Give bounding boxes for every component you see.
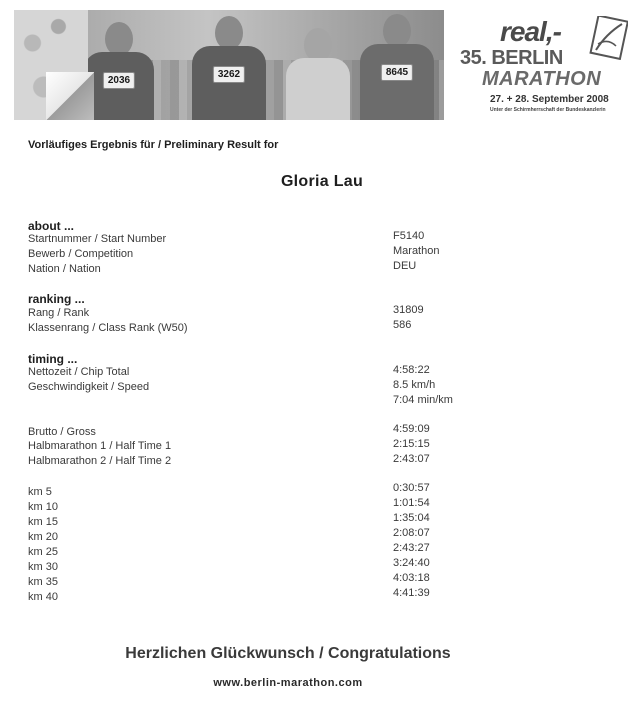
runner-figure (84, 22, 154, 120)
split-value: 0:30:57 (393, 482, 430, 494)
timing-heading: timing ... (28, 352, 78, 366)
split-value: 1:35:04 (393, 512, 430, 524)
chip-total-label: Nettozeit / Chip Total (28, 366, 130, 378)
pace-value: 7:04 min/km (393, 394, 453, 406)
split-value: 4:41:39 (393, 587, 430, 599)
logo-mark-icon (588, 16, 628, 60)
gross-value: 4:59:09 (393, 423, 430, 435)
bib-number: 2036 (103, 72, 135, 89)
split-value: 2:43:27 (393, 542, 430, 554)
split-label: km 5 (28, 486, 52, 498)
logo-brand: real,- (500, 16, 561, 47)
split-label: km 25 (28, 546, 58, 558)
event-dates: 27. + 28. September 2008 (490, 94, 609, 105)
split-label: km 35 (28, 576, 58, 588)
class-rank-value: 586 (393, 319, 412, 331)
page-curl-graphic (14, 10, 88, 120)
congratulations-text: Herzlichen Glückwunsch / Congratulations (125, 645, 451, 662)
start-number-label: Startnummer / Start Number (28, 233, 167, 245)
bib-number: 3262 (213, 66, 245, 83)
split-label: km 20 (28, 531, 58, 543)
event-logo (444, 10, 638, 120)
speed-label: Geschwindigkeit / Speed (28, 381, 150, 393)
logo-edition: 35. BERLIN (460, 47, 563, 69)
rank-label: Rang / Rank (28, 307, 90, 319)
bib-number: 8645 (381, 64, 413, 81)
runner-figure (360, 14, 434, 120)
event-banner (14, 10, 638, 120)
start-number-value: F5140 (393, 230, 425, 242)
runners-photo (14, 10, 444, 120)
half2-value: 2:43:07 (393, 453, 430, 465)
split-label: km 30 (28, 561, 58, 573)
gross-label: Brutto / Gross (28, 426, 96, 438)
split-value: 1:01:54 (393, 497, 430, 509)
speed-kmh-value: 8.5 km/h (393, 379, 436, 391)
nation-value: DEU (393, 260, 417, 272)
result-header: Vorläufiges Ergebnis für / Preliminary Result for (28, 139, 279, 151)
split-label: km 15 (28, 516, 58, 528)
class-rank-label: Klassenrang / Class Rank (W50) (28, 322, 188, 334)
split-value: 2:08:07 (393, 527, 430, 539)
runner-figure (192, 16, 266, 120)
runner-figure (286, 28, 350, 120)
nation-label: Nation / Nation (28, 263, 101, 275)
split-label: km 10 (28, 501, 58, 513)
split-value: 4:03:18 (393, 572, 430, 584)
split-value: 3:24:40 (393, 557, 430, 569)
half2-label: Halbmarathon 2 / Half Time 2 (28, 455, 172, 467)
about-heading: about ... (28, 219, 74, 233)
event-patronage: Unter der Schirmherrschaft der Bundeskanzlerin (490, 107, 606, 113)
website-link: www.berlin-marathon.com (213, 677, 363, 689)
competition-value: Marathon (393, 245, 440, 257)
half1-value: 2:15:15 (393, 438, 430, 450)
logo-event: MARATHON (482, 68, 602, 90)
runner-name: Gloria Lau (280, 173, 364, 190)
competition-label: Bewerb / Competition (28, 248, 134, 260)
chip-total-value: 4:58:22 (393, 364, 430, 376)
ranking-heading: ranking ... (28, 292, 85, 306)
rank-value: 31809 (393, 304, 424, 316)
half1-label: Halbmarathon 1 / Half Time 1 (28, 440, 172, 452)
split-label: km 40 (28, 591, 58, 603)
